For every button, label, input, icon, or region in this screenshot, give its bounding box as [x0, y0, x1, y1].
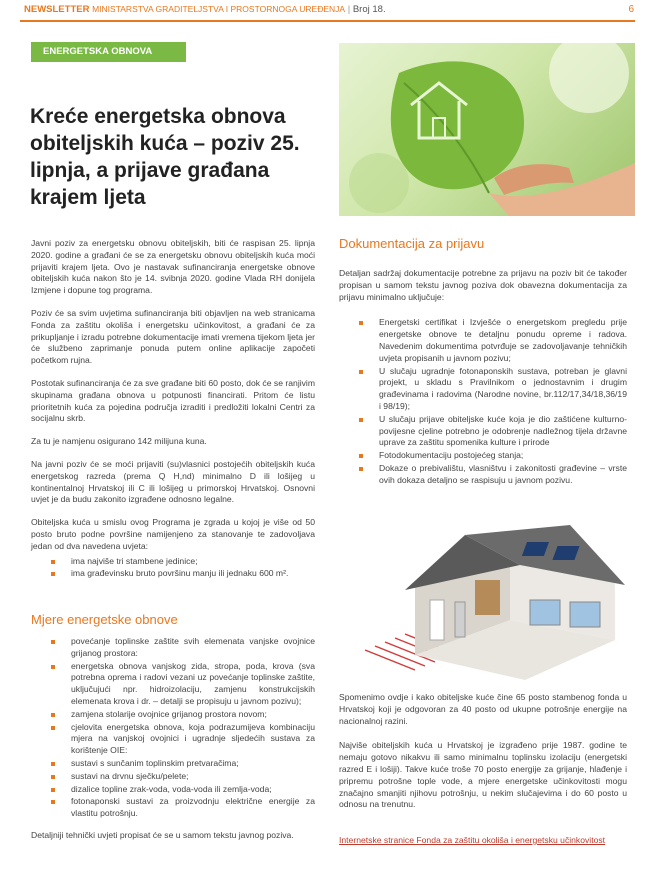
house-cutaway-illustration — [345, 520, 630, 685]
bullet-icon — [359, 418, 363, 422]
bullet-icon — [51, 726, 55, 730]
left-column — [31, 238, 315, 594]
list-item: ima najviše tri stambene jedinice; — [31, 556, 315, 568]
list-item: Dokaze o prebivalištu, vlasništvu i zakonitosti građevine – vrste ovih dokaza detaljno se raspisuju u javnom pozivu. — [339, 463, 627, 487]
bullet-icon — [359, 321, 363, 325]
header-divider — [20, 20, 635, 22]
bullet-icon — [359, 370, 363, 374]
bullet-icon — [51, 713, 55, 717]
page-header — [24, 4, 634, 15]
bullet-icon — [51, 775, 55, 779]
list-item: sustavi na drvnu sječku/pelete; — [31, 771, 315, 783]
documents-list — [339, 317, 627, 486]
header-separator: | — [347, 4, 351, 15]
paragraph-closing: Detaljniji tehnički uvjeti propisat će se u samom tekstu javnog poziva. — [31, 829, 294, 840]
list-item: Fotodokumentaciju postojećeg stanja; — [339, 450, 627, 462]
list-item: ima građevinsku bruto površinu manju ili jednaku 600 m². — [31, 568, 315, 580]
bullet-icon — [51, 572, 55, 576]
newsletter-label: NEWSLETTER — [24, 4, 90, 15]
paragraph-house-definition: Obiteljska kuća u smislu ovog Programa je zgrada u kojoj je više od 50 posto bruto podne površine namijenjeno za stanovanje te zadovoljava jedan od dva navedena uvjeta: — [31, 517, 315, 551]
page-number: 6 — [628, 4, 634, 15]
bullet-icon — [359, 454, 363, 458]
bullet-icon — [51, 762, 55, 766]
bullet-icon — [359, 467, 363, 471]
list-item: cjelovita energetska obnova, koja podrazumijeva kombinaciju mjera na vanjskoj ovojnici i ugradnje sljedećih sustava za korištenje OIE: — [31, 722, 315, 757]
bullet-icon — [51, 640, 55, 644]
measures-block — [31, 636, 315, 853]
list-item: U slučaju prijave obiteljske kuće koja je dio zaštićene kulturno-povijesne cjeline potrebno je odobrenje nadležnog tijela državne uprave za zaštitu spomenika kulture i prirode — [339, 414, 627, 449]
bullet-icon — [51, 800, 55, 804]
list-item: sustavi s sunčanim toplinskim pretvaračima; — [31, 758, 315, 770]
list-item: fotonaponski sustavi za proizvodnju električne energije za vlastitu potrošnju. — [31, 796, 315, 820]
bullet-icon — [51, 665, 55, 669]
list-item: povećanje toplinske zaštite svih elemenata vanjske ovojnice grijanog prostora: — [31, 636, 315, 660]
fund-website-link[interactable]: Internetske stranice Fonda za zaštitu okoliša i energetsku učinkovitost — [339, 835, 606, 845]
list-item: Energetski certifikat i Izvješće o energetskom pregledu prije energetske obnove te detaljnu ponudu opreme i radova. Navedenim dokumentima potvrđuje se zadovoljavanje tehničkih uvjeta propisanih u javnom pozivu; — [339, 317, 627, 364]
paragraph-publication: Poziv će sa svim uvjetima sufinanciranja biti objavljen na web stranicama Fonda za zaštitu okoliša i energetsku učinkovitost, a građani će za prikupljanje i izradu potrebne dokumentacije imati vremena tijekom ljeta jer će službeno zaprimanje ponuda putem online aplikacije započeti početkom rujna. — [31, 307, 315, 366]
section-tag: ENERGETSKA OBNOVA — [31, 42, 186, 62]
paragraph-eligibility: Na javni poziv će se moći prijaviti (su)vlasnici postojećih obiteljskih kuća energetskog razreda (prema Q H,nd) minimalno D ili lošijeg u kontinentalnoj Hrvatskoj ili C ili lošijeg u primorskoj Hrvatskoj. Osnovni uvjet je da budu zakonito izgrađene odnosno legalne. — [31, 458, 315, 505]
hero-image-leaf-house — [339, 43, 635, 216]
paragraph-energy-use: Najviše obiteljskih kuća u Hrvatskoj je izgrađeno prije 1987. godine te nemaju gotovo nikakvu ili samo minimalnu toplinsku izolaciju (energetski razred E i lošiji). Takve kuće troše 70 posto energije za grijanje, hlađenje i pripremu potrošne tople vode, a mjere energetske učinkovitosti mogu značajno smanjiti njihovu potrošnju, u nekim slučajevima i do 60 posto u odnosu na trenutnu. — [339, 740, 627, 810]
list-item: dizalice topline zrak-voda, voda-voda ili zemlja-voda; — [31, 784, 315, 796]
paragraph-budget: Za tu je namjenu osigurano 142 milijuna kuna. — [31, 436, 207, 447]
documentation-block — [339, 268, 627, 488]
measures-heading: Mjere energetske obnove — [31, 612, 178, 627]
list-item: zamjena stolarije ovojnice grijanog prostora novom; — [31, 709, 315, 721]
paragraph-intro: Javni poziv za energetsku obnovu obiteljskih, biti će raspisan 25. lipnja 2020. godine a građani će se za energetsku obnovu obiteljskih kuća moći prijaviti krajem ljeta. Ovo je nastavak sufinanciranja energetske obnove obiteljskih kuća nakon što je 14. svibnja 2020. godine Vlada RH donijela Izmjene i dopune tog programa. — [31, 238, 315, 296]
paragraph-housing-stock: Spomenimo ovdje i kako obiteljske kuće čine 65 posto stambenog fonda u Hrvatskoj koji je odgovoran za 40 posto od ukupne potrošnje energije na nacionalnoj razini. — [339, 692, 627, 726]
bullet-icon — [51, 560, 55, 564]
article-title: Kreće energetska obnova obiteljskih kuća – poziv 25. lipnja, a prijave građana krajem ljeta — [30, 105, 300, 209]
statistics-block — [339, 692, 627, 822]
paragraph-documentation-intro: Detaljan sadržaj dokumentacije potrebne za prijavu na poziv bit će također propisan u samom tekstu javnog poziva dok obavezna dokumentacija za prijavu minimalno uključuje: — [339, 268, 627, 302]
ministry-name: MINISTARSTVA GRADITELJSTVA I PROSTORNOGA UREĐENJA — [92, 4, 346, 14]
measures-list — [31, 636, 315, 820]
paragraph-cofinancing: Postotak sufinanciranja će za sve građane biti 60 posto, dok će se ranjivim skupinama građana obnova u potpunosti financirati. Pritom će listu prioritetnih kuća za pojedina područja izraditi i predložiti lokalni Centri za socijalnu skrb. — [31, 377, 315, 424]
issue-number: Broj 18. — [352, 4, 386, 15]
documentation-heading: Dokumentacija za prijavu — [339, 236, 485, 251]
conditions-list — [31, 556, 315, 581]
list-item: U slučaju ugradnje fotonaponskih sustava, potreban je glavni projekt, u skladu s Pravilnikom o jednostavnim i drugim građevinama i radovima (Narodne novine, br.112/17,34/18,36/19 i 98/19); — [339, 366, 627, 413]
list-item: energetska obnova vanjskog zida, stropa, poda, krova (sva potrebna oprema i radovi vezani uz povećanje toplinske zaštite, uključujući npr. hidroizolaciju, zamjenu konstrukcijskih elemenata krova i dr. – detalji se propisuju u javnom pozivu); — [31, 661, 315, 708]
bullet-icon — [51, 788, 55, 792]
